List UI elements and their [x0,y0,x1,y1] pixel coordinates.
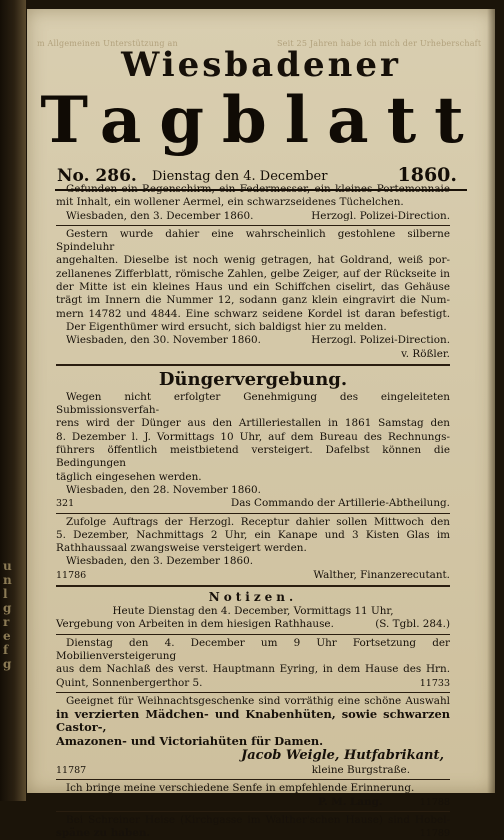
ad-reference: (S. Tgbl. 284.) [375,618,450,631]
ad-text-line: 8. Dezember l. J. Vormittags 10 Uhr, auf dem Bureau des Rechnungs- [56,430,450,443]
bleed-through-text-left: m Allgemeinen Unterstützung an [37,39,178,48]
ad-text-row [56,827,450,840]
bleed-letter: l [3,587,8,601]
ad-text-row [56,677,450,690]
divider [56,225,450,226]
ad-signature-row [56,764,450,777]
bleed-letter: g [3,601,12,615]
ad-text-line: angehalten. Dieselbe ist noch wenig getragen, hat Goldrand, weiß por- [56,254,450,267]
ad-text-line: Zufolge Auftrags der Herzogl. Receptur dahier sollen Mittwoch den [66,515,450,528]
ad-signer: v. Rößler. [401,347,450,360]
ad-signature-row [56,796,450,809]
ad-text-line: Bei Schreiner Heise (Kirchgasse im Walther'schen Hause) sind Hobel- [66,813,450,826]
ad-text-line: Rathhaussaal zwangsweise versteigert werden. [56,542,307,555]
bleed-letter: r [3,615,10,629]
issue-date: Dienstag den 4. December [152,169,328,184]
ad-place-date: Wiesbaden, den 30. November 1860. [66,334,261,347]
ad-mobilienversteigerung [56,637,450,690]
ad-text-line: 5. Dezember, Nachmittags 2 Uhr, ein Kanape und 3 Kisten Glas im [56,528,450,541]
ad-place-date: Wiesbaden, den 3. December 1860. [66,209,254,222]
ad-text-line: Dienstag den 4. December um 9 Uhr Fortsetzung der Mobilienversteigerung [56,636,450,662]
bleed-through-text-right: Seit 25 Jahren habe ich mich der Urheberschaft [277,39,482,48]
divider [56,585,450,587]
ad-text-line: Quint, Sonnenbergerthor 5. [56,676,203,689]
ad-text-line: Wegen nicht erfolgter Genehmigung des eingeleiteten Submissionsverfah- [56,390,450,417]
ad-text-line: Vergebung von Arbeiten in dem hiesigen Rathhause. [56,618,334,631]
ad-text-line: Heute Dienstag den 4. December, Vormittags 11 Uhr, [112,605,394,618]
ad-text-line: führers öffentlich meistbietend versteigert. Dafelbst können die Bedingungen [56,444,450,470]
divider [56,779,450,780]
ad-heading: Notizen. [208,590,298,605]
divider [56,692,450,693]
issue-year: 1860. [397,164,457,186]
masthead-city: Wiesbadener [121,45,401,85]
ad-text-line: Der Eigenthümer wird ersucht, sich baldigst hier zu melden. [66,320,387,333]
ad-number: 321 [56,498,75,510]
bleed-letter: n [3,573,12,587]
ad-number: 11733 [419,677,450,689]
book-binding [0,0,26,801]
bleed-letter: f [3,643,9,657]
ad-number: 11786 [56,569,87,581]
ad-stolen-watch [56,228,450,361]
bleed-letter: g [3,657,12,671]
bleed-letter: u [3,559,12,573]
ad-place-date: Wiesbaden, den 28. November 1860. [66,483,261,496]
ad-text-line: aus dem Nachlaß des verst. Hauptmann Eyring, in dem Hause des Hrn. [56,663,450,676]
issue-number: No. 286. [57,166,137,186]
ad-signature-row [56,569,450,582]
ad-text-row [56,618,450,631]
divider [56,513,450,514]
divider [56,364,450,366]
ad-number: 11788 [419,796,450,808]
ad-text-line: späne zu haben. [56,827,151,840]
advertisements-column [56,183,450,840]
ad-auction-rathhaus [56,516,450,582]
ad-signature: Herzogl. Polizei-Direction. [311,334,450,347]
ad-text-line: Gefunden ein Regenschirm, ein Federmesser, ein kleines Portemonnaie [66,183,450,195]
ad-street: kleine Burgstraße. [311,763,410,776]
ad-signature-row [56,334,450,347]
ad-signature-row [56,210,450,223]
ad-number: 11787 [56,764,87,776]
ad-number: 11789 [419,828,450,840]
ad-place-date: Wiesbaden, den 3. Dezember 1860. [66,555,254,568]
ad-notizen [56,590,450,632]
ad-text-line: Amazonen- und Victoriahüten für Damen. [56,733,324,748]
ad-text-line: Gestern wurde dahier eine wahrscheinlich gestohlene silberne Spindeluhr [56,227,450,254]
ad-signature: Herzogl. Polizei-Direction. [311,209,450,222]
ad-text-line: zellanenes Zifferblatt, römische Zahlen, gelbe Zeiger, auf der Rückseite in [56,267,450,280]
ad-text-line: trägt im Innern die Nummer 12, sodann ganz klein eingravirt die Num- [56,294,450,307]
ad-text-line: mern 14782 und 4844. Eine schwarz seidene Kordel ist daran befestigt. [56,307,450,320]
ad-signature: Das Commando der Artillerie-Abtheilung. [230,497,450,510]
bleed-letter: e [3,629,11,643]
ad-senfe [56,782,450,809]
divider [56,634,450,635]
ad-text-line: Geeignet für Weihnachtsgeschenke sind vorräthig eine schöne Auswahl [66,694,450,707]
ad-text-line: Ich bringe meine verschiedene Senfe in empfehlende Erinnerung. [66,782,415,795]
ad-merchant-name: P. M. Lang. [317,795,383,808]
ad-huete [56,695,450,777]
divider [56,811,450,812]
ad-hobelspaene [56,814,450,840]
ad-heading: Düngervergebung. [158,368,348,390]
ad-signature-row [56,497,450,510]
ad-text-line: täglich eingesehen werden. [56,470,202,483]
ad-text-line: der Mitte ist ein kleines Haus und ein Schiffchen ciselirt, das Gehäuse [56,281,450,294]
ad-found-umbrella [56,183,450,223]
ad-duenger [56,369,450,511]
ad-text-line: rens wird der Dünger aus den Artilleriestallen in 1861 Samstag den [56,417,450,430]
masthead-title: Tagblatt [40,83,482,158]
ad-text-line: mit Inhalt, ein wollener Aermel, ein schwarzseidenes Tüchelchen. [56,196,404,209]
ad-merchant-name: Jacob Weigle, Hutfabrikant, [241,747,444,763]
ad-signature: Walther, Finanzerecutant. [313,568,450,581]
ad-text-line: in verzierten Mädchen- und Knabenhüten, sowie schwarzen Castor-, [56,707,450,735]
